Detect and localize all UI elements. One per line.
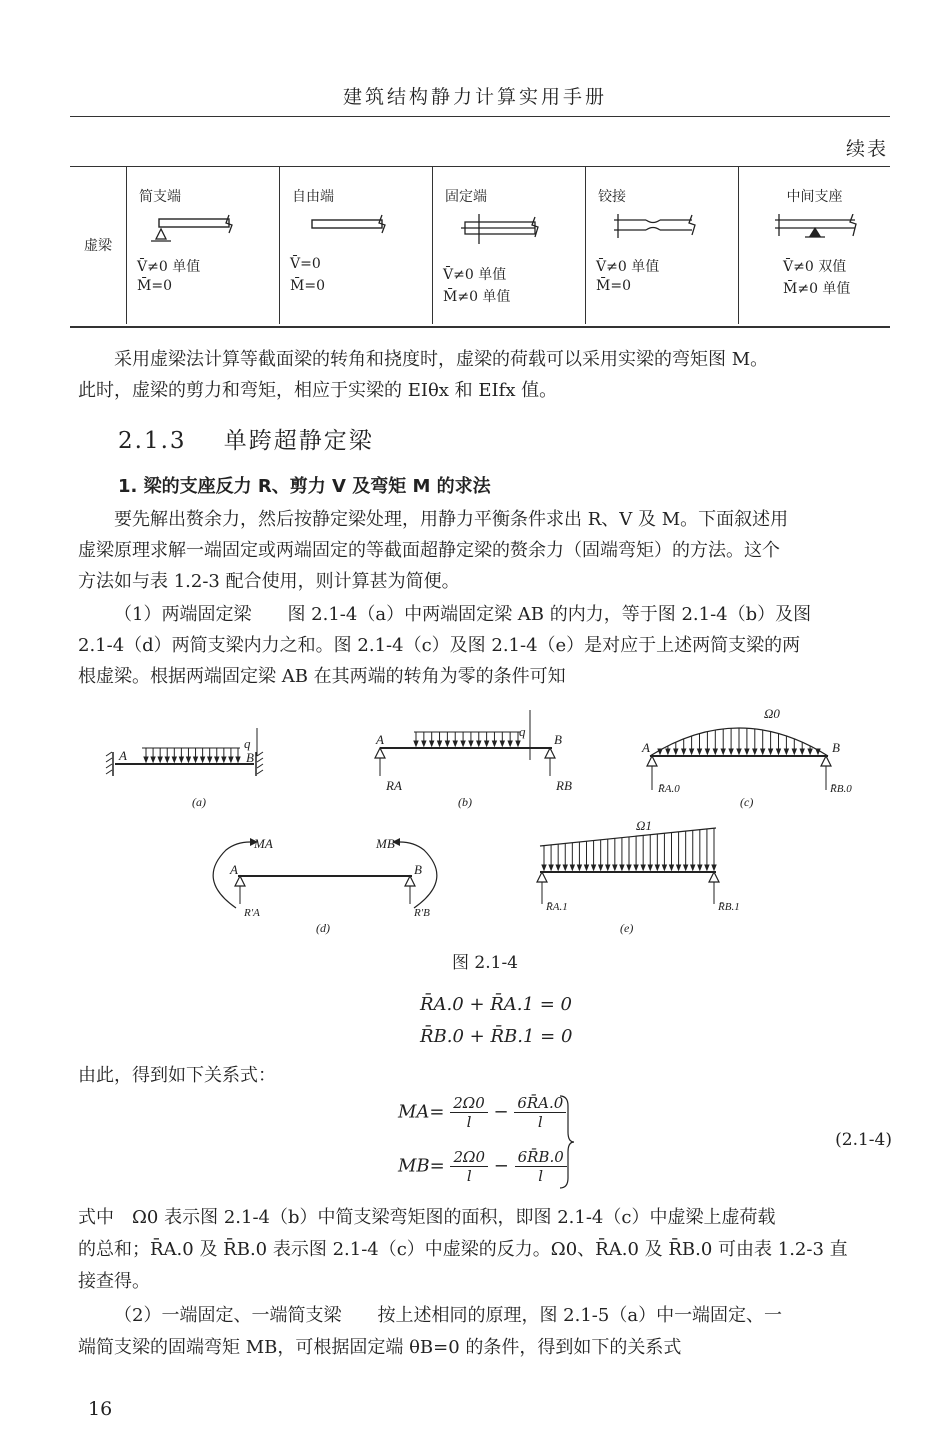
equation-number: (2.1-4) — [835, 1130, 892, 1150]
load-arrow-head — [599, 865, 603, 870]
continued-label: 续表 — [845, 138, 888, 160]
equation-1: R̄A.0 + R̄A.1 = 0 — [420, 994, 572, 1015]
load-arrow-head — [606, 865, 610, 870]
load-arrow-head — [721, 749, 725, 754]
cell-middle-support — [739, 166, 891, 324]
load-arrow-head — [691, 865, 695, 870]
diagram-e — [537, 818, 740, 935]
load-arrow-head — [777, 749, 781, 754]
load-arrow-head — [144, 757, 148, 762]
section-title: 单跨超静定梁 — [223, 428, 374, 454]
load-arrow-head — [761, 749, 765, 754]
body-line: 要先解出赘余力，然后按静定梁处理，用静力平衡条件求出 R、V 及 M。下面叙述用 — [114, 509, 789, 530]
numerator: 6R̄B.0 — [515, 1148, 567, 1167]
body-line: （1）两端固定梁 图 2.1-4（a）中两端固定梁 AB 的内力，等于图 2.1-4（b）及图 — [114, 604, 812, 625]
equation-ma — [398, 1094, 566, 1131]
load-arrow-head — [414, 741, 418, 746]
numerator: 6R̄A.0 — [514, 1094, 566, 1113]
cell-title: 固定端 — [445, 189, 487, 205]
equation-mb — [398, 1148, 567, 1185]
cell-hinge — [586, 166, 739, 324]
denominator: l — [537, 1113, 543, 1131]
cell-title: 简支端 — [139, 189, 181, 205]
label-a: A — [230, 862, 238, 877]
load-arrow-head — [641, 865, 645, 870]
sub-label-a: (a) — [192, 795, 206, 809]
moment-mb: MB — [376, 836, 395, 851]
cell-moment: M̄=0 — [596, 278, 631, 294]
subsection-heading: 1. 梁的支座反力 R、剪力 V 及弯矩 M 的求法 — [118, 476, 491, 497]
load-arrow-head — [769, 749, 773, 754]
body-line: （2）一端固定、一端简支梁 按上述相同的原理，图 2.1-5（a）中一端固定、一 — [114, 1305, 783, 1326]
fixed-end-beam-icon — [453, 214, 553, 252]
body-line: 虚梁原理求解一端固定或两端固定的等截面超静定梁的赘余力（固端弯矩）的方法。这个 — [78, 540, 780, 561]
load-arrow-head — [737, 749, 741, 754]
load-arrow-head — [563, 865, 567, 870]
reaction-rb: RB — [556, 778, 572, 793]
label-b: B — [554, 732, 562, 747]
body-line: 端简支梁的固端弯矩 MB，可根据固定端 θB=0 的条件，得到如下的关系式 — [78, 1337, 682, 1358]
load-arrow-head — [729, 749, 733, 754]
label-b: B — [832, 740, 840, 755]
load-arrow-head — [570, 865, 574, 870]
denominator: l — [466, 1113, 472, 1131]
load-arrow-head — [620, 865, 624, 870]
load-arrow-head — [684, 865, 688, 870]
cell-moment: M̄=0 — [290, 278, 325, 294]
section-heading — [118, 422, 374, 455]
load-arrow-head — [655, 865, 659, 870]
sub-label-c: (c) — [740, 795, 754, 809]
cell-fixed-end — [433, 166, 586, 324]
load-arrow-head — [745, 749, 749, 754]
load-arrow-head — [438, 741, 442, 746]
load-arrow-head — [179, 757, 183, 762]
figure-2-1-4 — [0, 700, 950, 940]
load-arrow-head — [613, 865, 617, 870]
reaction-ra1: R̄A.1 — [546, 901, 568, 913]
figure-caption: 图 2.1-4 — [452, 953, 518, 973]
load-arrow-head — [816, 749, 820, 754]
intro-line: 此时，虚梁的剪力和弯矩，相应于实梁的 EIθx 和 EIfx 值。 — [78, 380, 558, 401]
cell-moment: M̄=0 — [137, 278, 172, 294]
load-arrow-head — [461, 741, 465, 746]
table-row — [70, 166, 890, 324]
load-arrow-head — [158, 757, 162, 762]
diagram-c — [641, 706, 852, 809]
load-arrow-head — [542, 865, 546, 870]
load-arrow-head — [229, 757, 233, 762]
load-arrow-head — [682, 749, 686, 754]
cell-title: 中间支座 — [786, 189, 843, 205]
body-line: 方法如与表 1.2-3 配合使用，则计算甚为简便。 — [78, 571, 460, 592]
numerator: 2Ω0 — [450, 1094, 488, 1113]
simple-support-beam-icon — [147, 214, 247, 246]
load-arrow-head — [485, 741, 489, 746]
sub-label-d: (d) — [316, 921, 330, 935]
diagram-a — [106, 728, 263, 809]
row-label: 虚梁 — [84, 238, 112, 254]
label-a: A — [119, 748, 127, 763]
cell-title: 自由端 — [292, 189, 334, 205]
load-arrow-head — [165, 757, 169, 762]
sub-label-b: (b) — [458, 795, 472, 809]
load-arrow-head — [453, 741, 457, 746]
cell-shear: V̄≠0 双值 — [783, 259, 847, 275]
body-line: 接查得。 — [78, 1271, 150, 1292]
section-number: 2.1.3 — [118, 428, 187, 454]
support-table — [70, 166, 890, 324]
load-arrow-head — [492, 741, 496, 746]
load-arrow-head — [705, 865, 709, 870]
load-arrow-head — [705, 749, 709, 754]
load-arrow-head — [500, 741, 504, 746]
minus-sign: − — [493, 1101, 509, 1123]
cell-shear: V̄=0 — [290, 256, 321, 272]
load-arrow-head — [208, 757, 212, 762]
cell-shear: V̄≠0 单值 — [137, 259, 201, 275]
load-arrow-head — [577, 865, 581, 870]
load-arrow-head — [549, 865, 553, 870]
load-arrow-head — [445, 741, 449, 746]
load-arrow-head — [712, 865, 716, 870]
load-arrow-head — [469, 741, 473, 746]
equation-2: R̄B.0 + R̄B.1 = 0 — [420, 1026, 573, 1047]
running-head: 建筑结构静力计算实用手册 — [342, 86, 607, 108]
free-end-beam-icon — [300, 214, 400, 246]
load-arrow-head — [201, 757, 205, 762]
load-arrow-head — [508, 741, 512, 746]
reaction-ra-prime: R′A — [244, 907, 260, 919]
mb-lhs: MB= — [398, 1155, 445, 1177]
load-arrow-head — [677, 865, 681, 870]
omega0-label: Ω0 — [764, 706, 780, 721]
numerator: 2Ω0 — [450, 1148, 488, 1167]
diagram-d — [213, 836, 437, 935]
q-label: q — [519, 724, 526, 739]
reaction-ra: RA — [386, 778, 402, 793]
body-line: 式中 Ω0 表示图 2.1-4（b）中简支梁弯矩图的面积，即图 2.1-4（c）中虚梁上虚荷载 — [78, 1207, 776, 1228]
load-arrow-head — [151, 757, 155, 762]
ma-lhs: MA= — [398, 1101, 445, 1123]
load-arrow-head — [792, 749, 796, 754]
moment-ma: MA — [254, 836, 273, 851]
omega1-label: Ω1 — [636, 818, 652, 833]
denominator: l — [538, 1167, 544, 1185]
load-arrow-head — [648, 865, 652, 870]
load-arrow-head — [808, 749, 812, 754]
q-label: q — [244, 736, 251, 751]
cell-shear: V̄≠0 单值 — [443, 267, 507, 283]
page-number: 16 — [88, 1398, 113, 1420]
load-arrow-head — [698, 749, 702, 754]
diagram-b — [375, 710, 572, 809]
cell-moment: M̄≠0 单值 — [783, 281, 851, 297]
load-arrow-head — [422, 741, 426, 746]
body-line: 的总和；R̄A.0 及 R̄B.0 表示图 2.1-4（c）中虚梁的反力。Ω0、R̄A.0 及 R̄B.0 可由表 1.2-3 直 — [78, 1239, 848, 1260]
load-arrow-head — [670, 865, 674, 870]
load-arrow-head — [516, 741, 520, 746]
label-a: A — [642, 740, 650, 755]
load-arrow-head — [556, 865, 560, 870]
hinge-beam-icon — [606, 214, 706, 246]
load-arrow-head — [698, 865, 702, 870]
table-bottom-rule — [70, 326, 890, 328]
reaction-ra0: R̄A.0 — [658, 783, 680, 795]
load-arrow-head — [674, 749, 678, 754]
load-arrow-head — [172, 757, 176, 762]
load-arrow-head — [430, 741, 434, 746]
load-arrow-head — [658, 749, 662, 754]
load-arrow-head — [666, 749, 670, 754]
label-a: A — [376, 732, 384, 747]
label-b: B — [414, 862, 422, 877]
cell-moment: M̄≠0 单值 — [443, 289, 511, 305]
cell-shear: V̄≠0 单值 — [596, 259, 660, 275]
load-arrow-head — [585, 865, 589, 870]
denominator: l — [466, 1167, 472, 1185]
header-rule — [70, 116, 890, 117]
reaction-rb-prime: R′B — [414, 907, 430, 919]
reaction-rb0: R̄B.0 — [830, 783, 852, 795]
load-arrow-head — [236, 757, 240, 762]
cell-free-end — [280, 166, 433, 324]
reaction-rb1: R̄B.1 — [718, 901, 740, 913]
label-b: B — [246, 750, 254, 765]
load-arrow-head — [784, 749, 788, 754]
body-line: 根虚梁。根据两端固定梁 AB 在其两端的转角为零的条件可知 — [78, 666, 566, 687]
load-arrow-head — [215, 757, 219, 762]
fraction — [450, 1094, 488, 1131]
load-arrow-head — [662, 865, 666, 870]
load-arrow-head — [627, 865, 631, 870]
brace-icon — [556, 1094, 576, 1190]
cell-title: 铰接 — [598, 189, 626, 205]
body-line: 2.1-4（d）两简支梁内力之和。图 2.1-4（c）及图 2.1-4（e）是对应于上述两简支梁的两 — [78, 635, 801, 656]
minus-sign: − — [493, 1155, 509, 1177]
load-arrow-head — [194, 757, 198, 762]
load-arrow-head — [800, 749, 804, 754]
sub-label-e: (e) — [620, 921, 634, 935]
relation-intro: 由此，得到如下关系式： — [78, 1065, 276, 1086]
load-arrow-head — [753, 749, 757, 754]
fraction — [450, 1148, 488, 1185]
middle-support-beam-icon — [769, 214, 869, 246]
intro-line: 采用虚梁法计算等截面梁的转角和挠度时，虚梁的荷载可以采用实梁的弯矩图 M。 — [114, 349, 769, 370]
load-arrow-head — [477, 741, 481, 746]
load-arrow-head — [634, 865, 638, 870]
load-arrow-head — [713, 749, 717, 754]
load-arrow-head — [186, 757, 190, 762]
load-arrow-head — [592, 865, 596, 870]
load-arrow-head — [690, 749, 694, 754]
load-arrow-head — [222, 757, 226, 762]
cell-simple-support — [127, 166, 280, 324]
